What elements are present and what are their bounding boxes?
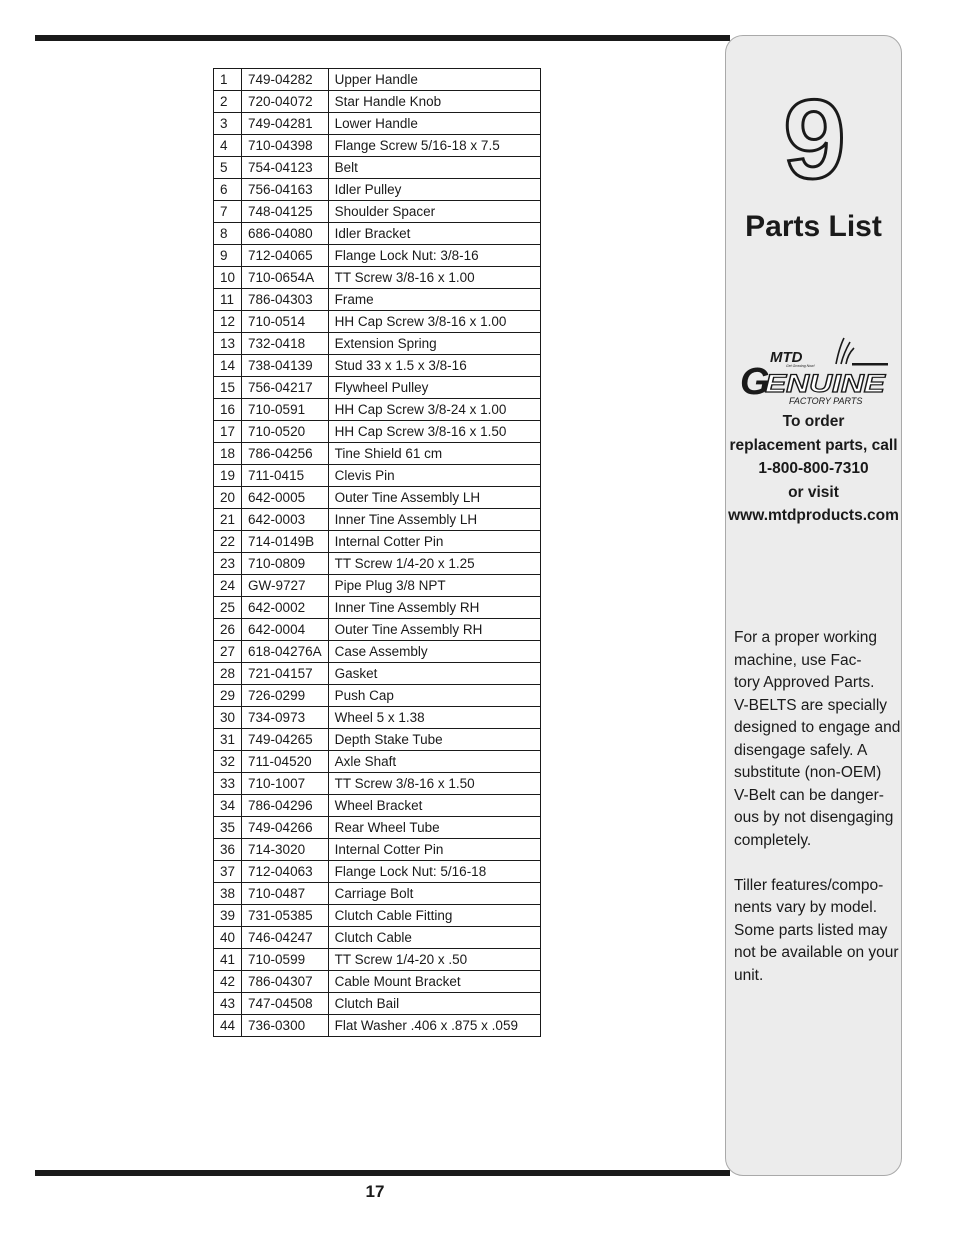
ref-cell: 27 xyxy=(214,641,242,663)
table-row xyxy=(214,883,541,905)
table-row xyxy=(214,663,541,685)
chapter-number: 9 xyxy=(783,77,844,202)
part-number-cell: 711-04520 xyxy=(242,751,329,773)
part-number-cell: 786-04307 xyxy=(242,971,329,993)
order-website: www.mtdproducts.com xyxy=(728,507,899,524)
description-cell: Stud 33 x 1.5 x 3/8-16 xyxy=(328,355,540,377)
ref-cell: 13 xyxy=(214,333,242,355)
table-row xyxy=(214,905,541,927)
table-row xyxy=(214,509,541,531)
table-row xyxy=(214,223,541,245)
description-cell: Wheel 5 x 1.38 xyxy=(328,707,540,729)
description-cell: TT Screw 1/4-20 x .50 xyxy=(328,949,540,971)
table-row xyxy=(214,421,541,443)
part-number-cell: 721-04157 xyxy=(242,663,329,685)
description-cell: Flange Lock Nut: 5/16-18 xyxy=(328,861,540,883)
ref-cell: 25 xyxy=(214,597,242,619)
chapter-title: Parts List xyxy=(745,210,882,243)
table-row xyxy=(214,179,541,201)
description-cell: Flange Lock Nut: 3/8-16 xyxy=(328,245,540,267)
table-row xyxy=(214,575,541,597)
part-number-cell: 642-0004 xyxy=(242,619,329,641)
description-cell: Case Assembly xyxy=(328,641,540,663)
ref-cell: 18 xyxy=(214,443,242,465)
description-cell: Flat Washer .406 x .875 x .059 xyxy=(328,1015,540,1037)
table-row xyxy=(214,333,541,355)
ref-cell: 22 xyxy=(214,531,242,553)
order-phone: 1-800-800-7310 xyxy=(758,460,869,477)
part-number-cell: 686-04080 xyxy=(242,223,329,245)
table-row xyxy=(214,245,541,267)
ref-cell: 20 xyxy=(214,487,242,509)
ref-cell: 38 xyxy=(214,883,242,905)
table-row xyxy=(214,971,541,993)
parts-table-body xyxy=(214,69,541,1037)
part-number-cell: 726-0299 xyxy=(242,685,329,707)
description-cell: Shoulder Spacer xyxy=(328,201,540,223)
table-row xyxy=(214,487,541,509)
description-cell: Axle Shaft xyxy=(328,751,540,773)
part-number-cell: 710-0487 xyxy=(242,883,329,905)
part-number-cell: 738-04139 xyxy=(242,355,329,377)
description-cell: Internal Cotter Pin xyxy=(328,531,540,553)
description-cell: TT Screw 3/8-16 x 1.50 xyxy=(328,773,540,795)
ref-cell: 4 xyxy=(214,135,242,157)
table-row xyxy=(214,773,541,795)
table-row xyxy=(214,157,541,179)
table-row xyxy=(214,443,541,465)
description-cell: Belt xyxy=(328,157,540,179)
part-number-cell: 756-04163 xyxy=(242,179,329,201)
table-row xyxy=(214,113,541,135)
description-cell: Tine Shield 61 cm xyxy=(328,443,540,465)
ref-cell: 44 xyxy=(214,1015,242,1037)
logo-brand: MTD xyxy=(770,349,803,366)
description-cell: Clevis Pin xyxy=(328,465,540,487)
table-row xyxy=(214,201,541,223)
table-row xyxy=(214,135,541,157)
part-number-cell: 710-0591 xyxy=(242,399,329,421)
table-row xyxy=(214,267,541,289)
ref-cell: 32 xyxy=(214,751,242,773)
description-cell: Extension Spring xyxy=(328,333,540,355)
description-cell: Inner Tine Assembly RH xyxy=(328,597,540,619)
part-number-cell: 642-0005 xyxy=(242,487,329,509)
part-number-cell: 710-0599 xyxy=(242,949,329,971)
description-cell: Upper Handle xyxy=(328,69,540,91)
part-number-cell: 756-04217 xyxy=(242,377,329,399)
part-number-cell: 749-04282 xyxy=(242,69,329,91)
description-cell: Idler Pulley xyxy=(328,179,540,201)
table-row xyxy=(214,553,541,575)
ref-cell: 29 xyxy=(214,685,242,707)
part-number-cell: 749-04266 xyxy=(242,817,329,839)
table-row xyxy=(214,641,541,663)
part-number-cell: 734-0973 xyxy=(242,707,329,729)
ref-cell: 2 xyxy=(214,91,242,113)
part-number-cell: 754-04123 xyxy=(242,157,329,179)
description-cell: Gasket xyxy=(328,663,540,685)
table-row xyxy=(214,399,541,421)
table-row xyxy=(214,531,541,553)
part-number-cell: 714-3020 xyxy=(242,839,329,861)
order-info xyxy=(726,410,901,528)
description-cell: Clutch Bail xyxy=(328,993,540,1015)
table-row xyxy=(214,355,541,377)
description-cell: HH Cap Screw 3/8-16 x 1.50 xyxy=(328,421,540,443)
ref-cell: 33 xyxy=(214,773,242,795)
ref-cell: 39 xyxy=(214,905,242,927)
part-number-cell: 786-04256 xyxy=(242,443,329,465)
ref-cell: 41 xyxy=(214,949,242,971)
ref-cell: 17 xyxy=(214,421,242,443)
table-row xyxy=(214,91,541,113)
table-row xyxy=(214,619,541,641)
description-cell: Inner Tine Assembly LH xyxy=(328,509,540,531)
part-number-cell: 710-04398 xyxy=(242,135,329,157)
part-number-cell: 786-04303 xyxy=(242,289,329,311)
ref-cell: 24 xyxy=(214,575,242,597)
ref-cell: 37 xyxy=(214,861,242,883)
part-number-cell: 712-04063 xyxy=(242,861,329,883)
part-number-cell: 642-0002 xyxy=(242,597,329,619)
description-cell: HH Cap Screw 3/8-24 x 1.00 xyxy=(328,399,540,421)
description-cell: Outer Tine Assembly LH xyxy=(328,487,540,509)
part-number-cell: 710-0809 xyxy=(242,553,329,575)
svg-text:G: G xyxy=(740,361,770,403)
table-row xyxy=(214,311,541,333)
description-cell: Idler Bracket xyxy=(328,223,540,245)
description-cell: Frame xyxy=(328,289,540,311)
description-cell: HH Cap Screw 3/8-16 x 1.00 xyxy=(328,311,540,333)
ref-cell: 1 xyxy=(214,69,242,91)
ref-cell: 43 xyxy=(214,993,242,1015)
parts-table xyxy=(213,68,541,1037)
ref-cell: 3 xyxy=(214,113,242,135)
table-row xyxy=(214,465,541,487)
part-number-cell: 711-0415 xyxy=(242,465,329,487)
part-number-cell: 749-04265 xyxy=(242,729,329,751)
table-row xyxy=(214,1015,541,1037)
ref-cell: 14 xyxy=(214,355,242,377)
order-line: replacement parts, call xyxy=(729,436,898,454)
part-number-cell: 710-1007 xyxy=(242,773,329,795)
table-row xyxy=(214,685,541,707)
ref-cell: 35 xyxy=(214,817,242,839)
description-cell: Flywheel Pulley xyxy=(328,377,540,399)
ref-cell: 26 xyxy=(214,619,242,641)
top-rule xyxy=(35,35,730,41)
ref-cell: 15 xyxy=(214,377,242,399)
table-row xyxy=(214,597,541,619)
order-line: or visit xyxy=(788,483,839,501)
table-row xyxy=(214,377,541,399)
table-row xyxy=(214,729,541,751)
ref-cell: 10 xyxy=(214,267,242,289)
table-row xyxy=(214,949,541,971)
ref-cell: 21 xyxy=(214,509,242,531)
part-number-cell: 736-0300 xyxy=(242,1015,329,1037)
table-row xyxy=(214,839,541,861)
part-number-cell: 749-04281 xyxy=(242,113,329,135)
ref-cell: 7 xyxy=(214,201,242,223)
table-row xyxy=(214,795,541,817)
logo-tagline: Get Growing Now! xyxy=(786,364,815,368)
table-row xyxy=(214,817,541,839)
svg-text:ENUINE: ENUINE xyxy=(765,370,887,398)
description-cell: Wheel Bracket xyxy=(328,795,540,817)
part-number-cell: 720-04072 xyxy=(242,91,329,113)
part-number-cell: 731-05385 xyxy=(242,905,329,927)
ref-cell: 19 xyxy=(214,465,242,487)
table-row xyxy=(214,751,541,773)
ref-cell: 5 xyxy=(214,157,242,179)
description-cell: Star Handle Knob xyxy=(328,91,540,113)
ref-cell: 31 xyxy=(214,729,242,751)
ref-cell: 9 xyxy=(214,245,242,267)
part-number-cell: 710-0514 xyxy=(242,311,329,333)
order-line: To order xyxy=(782,413,845,430)
description-cell: TT Screw 1/4-20 x 1.25 xyxy=(328,553,540,575)
description-cell: TT Screw 3/8-16 x 1.00 xyxy=(328,267,540,289)
part-number-cell: GW-9727 xyxy=(242,575,329,597)
part-number-cell: 618-04276A xyxy=(242,641,329,663)
description-cell: Pipe Plug 3/8 NPT xyxy=(328,575,540,597)
ref-cell: 12 xyxy=(214,311,242,333)
page-number: 17 xyxy=(365,1182,385,1201)
chapter-sidebar xyxy=(725,35,902,1176)
part-number-cell: 732-0418 xyxy=(242,333,329,355)
ref-cell: 16 xyxy=(214,399,242,421)
part-number-cell: 712-04065 xyxy=(242,245,329,267)
description-cell: Rear Wheel Tube xyxy=(328,817,540,839)
note-paragraph: For a proper working machine, use Fac- tory Approved Parts. V-BELTS are specially designed to engage and disengage safely. A substitute (non-OEM) V-Belt can be danger- ous by not disengaging completely. xyxy=(734,629,901,849)
ref-cell: 23 xyxy=(214,553,242,575)
ref-cell: 42 xyxy=(214,971,242,993)
description-cell: Cable Mount Bracket xyxy=(328,971,540,993)
table-row xyxy=(214,69,541,91)
bottom-rule xyxy=(35,1170,730,1176)
part-number-cell: 710-0520 xyxy=(242,421,329,443)
description-cell: Flange Screw 5/16-18 x 7.5 xyxy=(328,135,540,157)
part-number-cell: 714-0149B xyxy=(242,531,329,553)
description-cell: Lower Handle xyxy=(328,113,540,135)
ref-cell: 34 xyxy=(214,795,242,817)
ref-cell: 6 xyxy=(214,179,242,201)
note-paragraph: Tiller features/compo- nents vary by model. Some parts listed may not be available on your unit. xyxy=(734,876,899,984)
part-number-cell: 746-04247 xyxy=(242,927,329,949)
ref-cell: 36 xyxy=(214,839,242,861)
description-cell: Clutch Cable xyxy=(328,927,540,949)
description-cell: Clutch Cable Fitting xyxy=(328,905,540,927)
table-row xyxy=(214,289,541,311)
part-number-cell: 642-0003 xyxy=(242,509,329,531)
description-cell: Depth Stake Tube xyxy=(328,729,540,751)
part-number-cell: 786-04296 xyxy=(242,795,329,817)
description-cell: Carriage Bolt xyxy=(328,883,540,905)
description-cell: Push Cap xyxy=(328,685,540,707)
ref-cell: 8 xyxy=(214,223,242,245)
mtd-genuine-logo xyxy=(740,334,890,409)
ref-cell: 28 xyxy=(214,663,242,685)
table-row xyxy=(214,993,541,1015)
table-row xyxy=(214,707,541,729)
table-row xyxy=(214,927,541,949)
description-cell: Internal Cotter Pin xyxy=(328,839,540,861)
description-cell: Outer Tine Assembly RH xyxy=(328,619,540,641)
logo-subtitle: FACTORY PARTS xyxy=(789,396,863,406)
part-number-cell: 748-04125 xyxy=(242,201,329,223)
ref-cell: 11 xyxy=(214,289,242,311)
notes xyxy=(734,627,902,987)
ref-cell: 40 xyxy=(214,927,242,949)
table-row xyxy=(214,861,541,883)
part-number-cell: 710-0654A xyxy=(242,267,329,289)
ref-cell: 30 xyxy=(214,707,242,729)
part-number-cell: 747-04508 xyxy=(242,993,329,1015)
